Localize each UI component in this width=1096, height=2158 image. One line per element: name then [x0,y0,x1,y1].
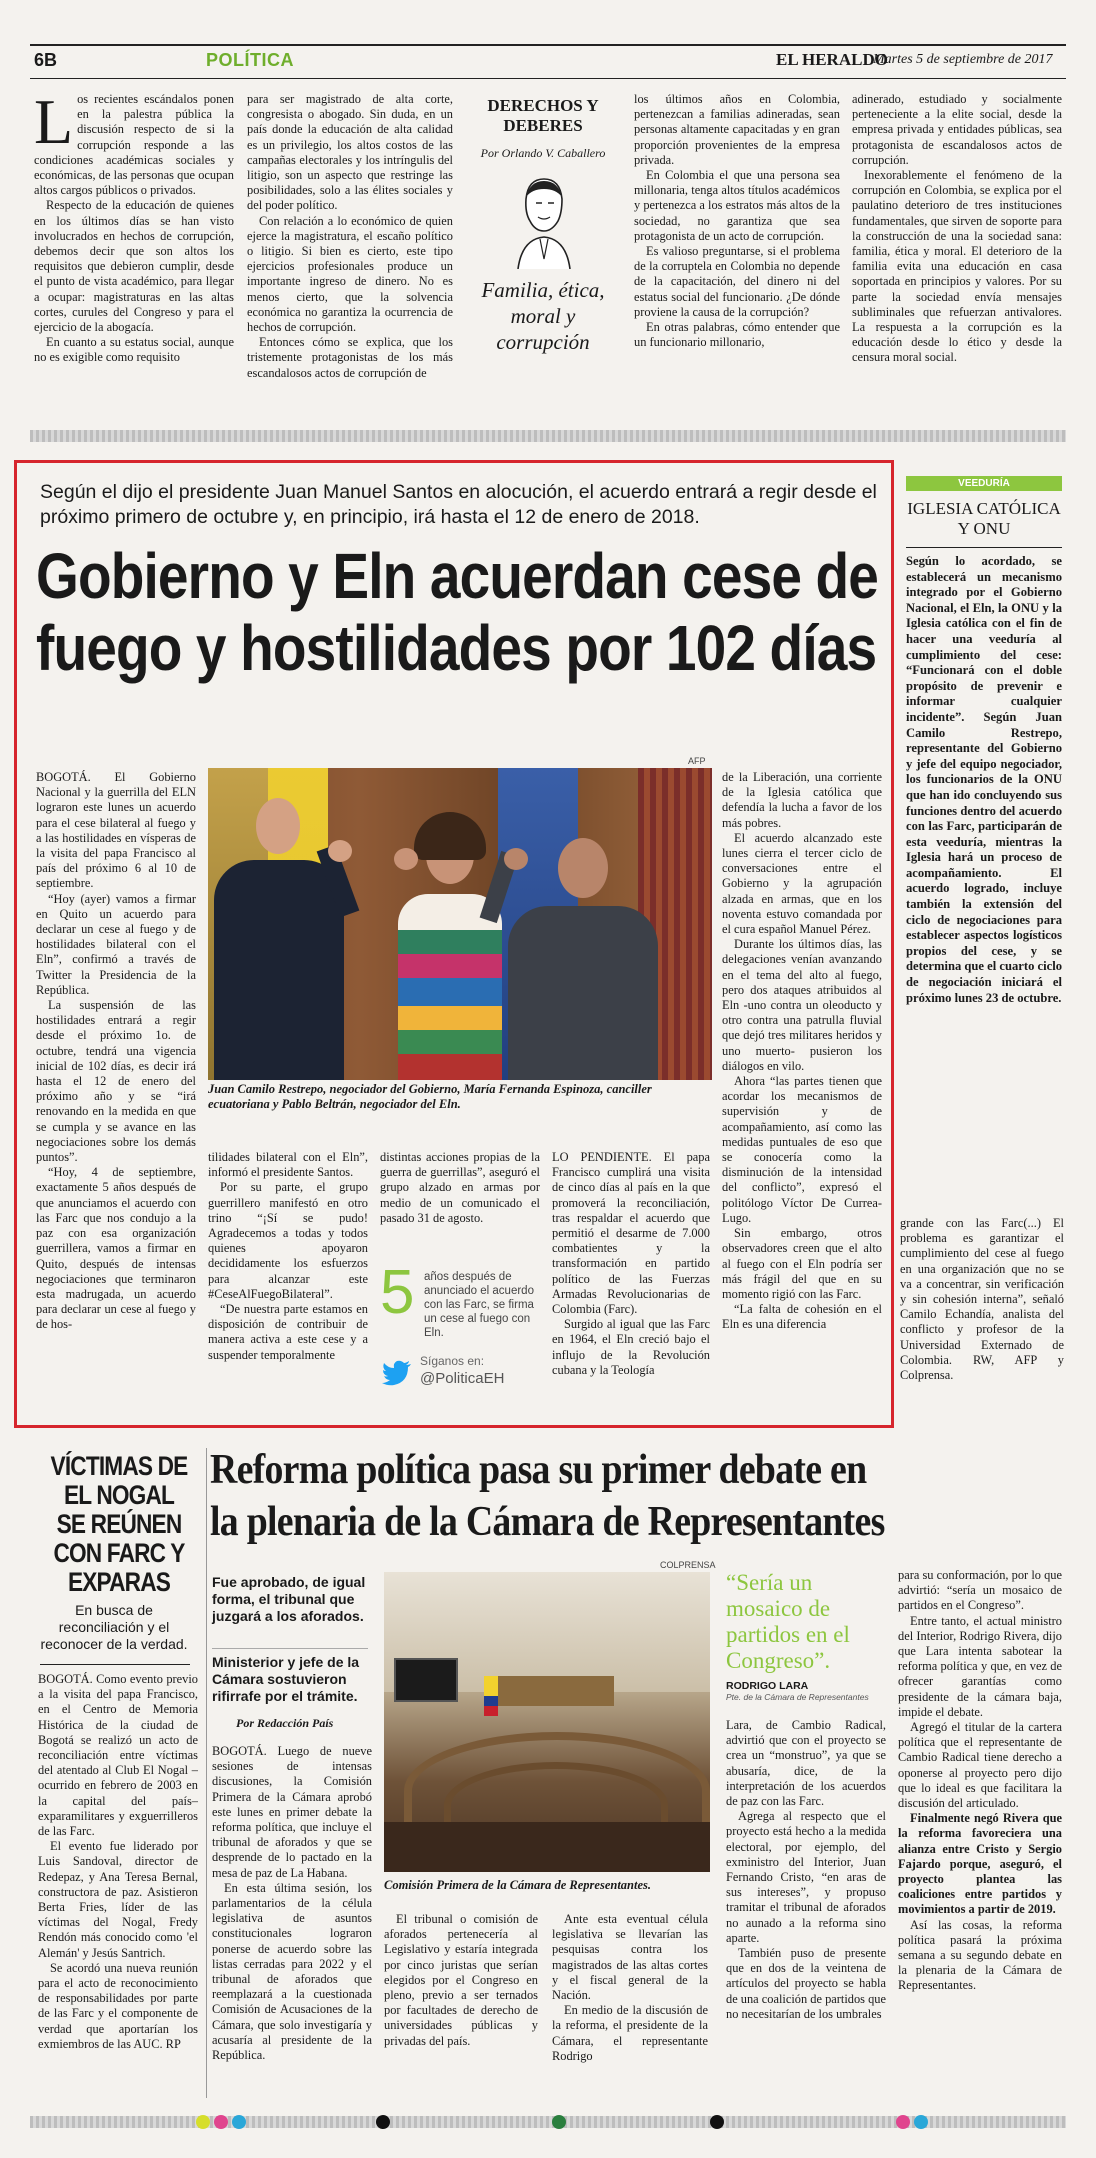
opinion-paragraph: los últimos años en Colombia, pertenezcan a familias adineradas, sean personas altamente capacitadas y en gran proporción provenientes de la empresa privada. [634,92,840,167]
author-portrait [508,169,578,269]
pull-quote-name: RODRIGO LARA [726,1680,809,1692]
pull-quote-role: Pte. de la Cámara de Representantes [726,1692,869,1702]
opinion-column-2 [247,92,453,392]
factbox-number: 5 [380,1258,415,1327]
floor [384,1822,710,1872]
reform-paragraph: BOGOTÁ. Luego de nueve sesiones de intensas discusiones, la Comisión Primera de la Cámara aprobó este lunes en primer debate la reforma política, que incluye el tribunal de aforados y que se desprende de lo pactado en la mesa de paz de La Habana. [212,1744,372,1880]
hand [504,848,528,870]
reform-paragraph: Lara, de Cambio Radical, advirtió que con el proyecto se crea un “monstruo”, ya que se abusaría, dice, de la interpretación de los acuerdos de paz con las Farc. [726,1718,886,1809]
factbox-text: años después de anunciado el acuerdo con las Farc, se firma un cese al fuego con Eln. [424,1271,534,1339]
hand [394,848,418,870]
reform-paragraph: En esta última sesión, los parlamentarios de la célula legislativa de asuntos constitucionales lograron ponerse de acuerdo sobre las listas cerradas para 2022 y el tribunal de aforados que reemplazará a la cuestionada Comisión de Acusaciones de la Cámara, que solo investigaría y acusaría al presidente de la República. [212,1880,372,2063]
publication-name: EL HERALDO [776,50,888,69]
sidebar-label: VEEDURÍA [906,476,1062,491]
main-paragraph: de la Liberación, una corriente de la Iglesia católica que defendía la lucha a favor de los más pobres. [722,770,882,830]
reform-headline-line: Reforma política pasa su primer debate en [210,1447,867,1493]
main-column-3 [380,1150,540,1250]
main-paragraph: Por su parte, el grupo guerrillero manifestó en otro trino “¡Sí se pudo! Agradecemos a todas y todos quienes apoyaron decididamente los esfuerzos para alcanzar este #CeseAlFuegoBilateral”. [208,1180,368,1301]
victims-paragraph: El evento fue liderado por Luis Sandoval, director de Redepaz, y Ana Teresa Bernal, constructora de paz. Asistieron Berta Fries, líder de las víctimas del Nogal, Fredy Rendón más conocido como 'el Alemán' y Jesús Santrich. [38,1839,198,1960]
opinion-paragraph: para ser magistrado de alta corte, congresista o abogado. Sin duda, en un país donde la educación de alta calidad es un privilegio, los altos costos de las campañas electorales y los intríngulis del litigio, son un aspecto que restringe las posibilidades, solo a las élites sociales y del poder político. [247,92,453,213]
main-headline-line: Gobierno y Eln acuerdan cese de [36,540,879,612]
main-kicker: Según el dijo el presidente Juan Manuel Santos en alocución, el acuerdo entrará a regir desde el próximo primero de octubre y, en principio, irá hasta el 12 de enero de 2018. [40,481,877,528]
opinion-paragraph: Inexorablemente el fenómeno de la corrupción en Colombia, se explica por el paulatino deterioro de tres instituciones fundamentales, que sirven de soporte para la construcción de una la sociedad sana: familia, ética y moral. El deterioro de la familia evita una educación en casa soportada en principios y valores. Por su parte la sociedad envía mensajes subliminales que refuerzan antivalores. La respuesta a la corrupción es la educación desde lo ético y desde la censura moral social. [852,168,1062,365]
reform-column-2 [384,1912,538,2102]
opinion-paragraph: En cuanto a su estatus social, aunque no es exigible como requisito [34,335,234,365]
sidebar-veeduria [906,476,1062,1174]
twitter-handle[interactable]: @PoliticaEH [420,1370,505,1387]
person-dress [398,894,502,1080]
opinion-paragraph: os recientes escándalos ponen en la palestra pública la discusión respecto de si la corrupción responde a las condiciones académicas sociales y económicas, de las personas que ocupan altos cargos públicos o privados. [34,92,234,198]
reform-paragraph: El tribunal o comisión de aforados pertenecería al Legislativo y estaría integrada por cinco juristas que serían elegidos por el Congreso en pleno, previo a ser ternados por facultades de derecho de universidades públicas y privadas del país. [384,1912,538,2048]
bottom-registration-bar [30,2116,1066,2128]
main-paragraph: “De nuestra parte estamos en disposición de contribuir de manera activa a este cese y a suspender temporalmente [208,1302,368,1362]
factbox [380,1258,540,1408]
pull-quote [726,1570,886,1702]
sidebar-title: IGLESIA CATÓLICA Y ONU [907,499,1061,538]
opinion-column-1 [34,92,234,392]
publication-date: Martes 5 de septiembre de 2017 [873,52,1053,67]
registration-dot-black [376,2115,390,2129]
section-divider-bar [30,430,1066,442]
pull-quote-text: “Sería un mosaico de partidos en el Congreso”. [726,1570,850,1673]
reform-column-3 [552,1912,708,2102]
reform-paragraph: También puso de presente que en dos de la veintena de artículos del proyecto se habla de una coalición de partidos que no necesitarían de los umbrales [726,1946,886,2021]
person-suit [508,906,658,1080]
opinion-paragraph: En Colombia el que una persona sea millonaria, tenga altos títulos académicos y pertenezca a los estratos más altos de la sociedad, no garantiza que sea protagonista de un acto de corrupción. [634,168,840,243]
victims-paragraph: Se acordó una nueva reunión para el acto de reconocimiento de responsabilidades por parte de las Farc y el componente de verdad que aportarían los exmiembros de las AUC. RP [38,1960,198,2051]
screen [394,1658,458,1702]
main-paragraph: “La falta de cohesión en el Eln es una diferencia [722,1302,882,1332]
opinion-column-3 [634,92,840,392]
victims-paragraph: BOGOTÁ. Como evento previo a la visita del papa Francisco, en el Centro de Memoria Histórica de la ciudad de Bogotá se realizó un acto de reconciliación entre víctimas del atentado al Club El Nogal –ocurrido en febrero de 2003 en la capital del país– exparamilitares y exguerrilleros de las Farc. [38,1672,198,1839]
opinion-paragraph: adinerado, estudiado y socialmente perteneciente a la elite social, desde la empresa privada y entidades públicas, sea protagonista de escandalosos actos de corrupción. [852,92,1062,167]
registration-dot-black [710,2115,724,2129]
main-story-continuation: grande con las Farc(...) El problema es garantizar el cumplimiento del cese al fuego en una organización que no se va a concentrar, sin verificación y sin cohesión interna”, señaló Camilo Echandía, analista del conflicto y profesor de la Universidad Externado de Colombia. RW, AFP y Colprensa. [900,1216,1064,1383]
victims-headline: VÍCTIMAS DE EL NOGAL SE REÚNEN CON FARC Y EXPARAS [50,1451,188,1597]
main-paragraph: La suspensión de las hostilidades entrará a regir desde el próximo 1o. de octubre, tendrá una vigencia inicial de 102 días, es decir irá hasta el 12 de enero del próximo año y se “irá renovando en la medida en que se cumpla y se avance en las negociaciones sobre los demás puntos”. [36,998,196,1165]
main-paragraph: “Hoy (ayer) vamos a firmar en Quito un acuerdo para declarar un cese al fuego y de hostilidades bilateral con el Eln”, confirmó a través de Twitter la Presidencia de la República. [36,891,196,997]
reform-paragraph: Ante esta eventual célula legislativa se llevarían las pesquisas contra los magistrados de las altas cortes y el fiscal general de la Nación. [552,1912,708,2003]
main-paragraph: Ahora “las partes tienen que acordar los mecanismos de supervisión y de acompañamiento, así como las medidas puntuales de eso que se conocería como la disminución de la intensidad del conflicto”, expresó el politólogo Víctor De Currea-Lugo. [722,1074,882,1225]
column-byline: Por Orlando V. Caballero [480,146,606,160]
reform-paragraph: En medio de la discusión de la reforma, el presidente de la Cámara, el representante Rodrigo [552,2003,708,2063]
opinion-paragraph: Con relación a lo económico de quien ejerce la magistratura, el escaño político o litigio. Si bien es cierto, este tipo ejercicios profesionales produce un importante ingreso de dinero. No es menos cierto, que la solvencia económica no garantiza la ocurrencia de hechos de corrupción. [247,213,453,335]
reform-headline-line: la plenaria de la Cámara de Representantes [210,1499,885,1545]
column-title: Familia, ética, moral y corrupción [481,278,605,354]
main-paragraph: Sin embargo, otros observadores creen que el alto al fuego con el Eln podría ser más frágil del que en su momento rigió con las Farc. [722,1226,882,1301]
column-divider [206,1448,207,2098]
main-paragraph: Surgido al igual que las Farc en 1964, el Eln creció bajo el influjo de la Revolución cubana y la Teología [552,1317,710,1377]
reform-byline: Por Redacción País [236,1716,334,1730]
main-column-5 [722,770,882,1412]
drop-cap: L [34,92,74,157]
twitter-icon[interactable] [382,1360,412,1386]
page-number: 6B [34,50,58,70]
opinion-column-4 [852,92,1062,392]
reform-deck-rule [212,1648,368,1649]
registration-dot-cyan [232,2115,246,2129]
main-paragraph: BOGOTÁ. El Gobierno Nacional y la guerrilla del ELN lograron este lunes un acuerdo para el cese bilateral al fuego y a las hostilidades en vísperas de la visita del papa Francisco al país del próximo 6 al 10 de septiembre. [36,770,196,891]
reform-column-1 [212,1744,372,2104]
reform-photo-caption: Comisión Primera de la Cámara de Representantes. [384,1878,652,1892]
main-headline [36,540,879,684]
reform-paragraph: Finalmente negó Rivera que la reforma favoreciera una alianza entre Cristo y Sergio Fajardo porque, aseguró, el proyecto plantea las coaliciones entre partidos y movimientos a partir de 2019. [898,1811,1062,1917]
main-paragraph: distintas acciones propias de la guerra de guerrillas”, aseguró el grupo alzado en armas por medio de un comunicado el pasado 31 de agosto. [380,1150,540,1225]
sidebar-rule [906,547,1062,548]
reform-column-4 [726,1718,886,2104]
person-suit [214,860,344,1080]
reform-headline [210,1444,984,1548]
main-paragraph: LO PENDIENTE. El papa Francisco cumplirá una visita de cinco días al país en la que promoverá la reconciliación, tras respaldar el acuerdo que permitió el desarme de 7.000 combatientes y la transformación en partido político de las Fuerzas Armadas Revolucionarias de Colombia (Farc). [552,1150,710,1317]
main-paragraph: Durante los últimos días, las delegaciones venían avanzando en el tema del alto al fuego, pero dos ataques atribuidos al Eln -uno contra un oleoducto y otro contra una patrulla fluvial que dejó tres militares heridos y uno muerto- pusieron los diálogos en vilo. [722,937,882,1073]
registration-dot-magenta [896,2115,910,2129]
registration-dot-magenta [214,2115,228,2129]
opinion-paragraph: En otras palabras, cómo entender que un funcionario millonario, [634,320,840,350]
main-paragraph: “Hoy, 4 de septiembre, exactamente 5 años después de que anunciamos el acuerdo con las Farc que nos condujo a la paz con esa organización guerrillera, vamos a firmar en Quito, después de intensas negociaciones que terminaron esta madrugada, un acuerdo para declarar un cese al fuego y de hos- [36,1165,196,1332]
header-bottom-rule [30,78,1066,79]
header-top-rule [30,44,1066,46]
registration-dot-green [552,2115,566,2129]
main-paragraph: tilidades bilateral con el Eln”, informó el presidente Santos. [208,1150,368,1180]
opinion-column-box [468,96,618,396]
person-hair [414,812,486,860]
opinion-paragraph: Entonces cómo se explica, que los tristemente protagonistas de los más escandalosos actos de corrupción de [247,335,453,380]
registration-dot-cyan [914,2115,928,2129]
section-label: POLÍTICA [206,50,294,70]
victims-body [38,1672,198,2102]
person-head [256,798,300,854]
presidium [484,1676,614,1706]
opinion-paragraph: Es valioso preguntarse, si el problema de la corruptela en Colombia no depende de la capacitación, del dinero ni del estatus social del funcionario. ¿De dónde proviene la causa de la corrupción? [634,244,840,319]
column-name: DERECHOS Y DEBERES [487,96,599,135]
main-column-2 [208,1150,368,1412]
reform-photo [384,1572,710,1872]
reform-paragraph: Agregó el titular de la cartera política que el representante de Cambio Radical tiene derecho a oponerse al proyecto pero dijo que lo ideal es que facilitara la discusión del articulado. [898,1720,1062,1811]
photo-credit: AFP [688,756,706,766]
flag [484,1676,498,1716]
person-head [558,838,608,898]
main-column-4 [552,1150,710,1412]
main-photo [208,768,712,1080]
opinion-paragraph: Respecto de la educación de quienes en los últimos días se han visto involucrados en hechos de corrupción, debemos decir que son altos los requisitos que debieron cumplir, desde el punto de vista académico, para llegar a ocupar: magistraturas en las altas cortes, curules del Congreso y para el ejercicio de la abogacía. [34,198,234,335]
hand [328,840,352,862]
victims-deck: En busca de reconciliación y el reconocer de la verdad. [40,1602,188,1652]
registration-dot-yellow [196,2115,210,2129]
reform-paragraph: para su conformación, por lo que advirtió: “sería un mosaico de partidos en el Congreso”. [898,1568,1062,1613]
twitter-follow-label: Síganos en: [420,1354,485,1368]
reform-paragraph: Entre tanto, el actual ministro del Interior, Rodrigo Rivera, dijo que Lara intenta sabotear la reforma política y que, en vez de ofrecer garantías como presidente de la cámara baja, impide el debate. [898,1613,1062,1719]
main-headline-line: fuego y hostilidades por 102 días [36,612,877,684]
main-column-1 [36,770,196,1410]
reform-paragraph: Así las cosas, la reforma política pasará la próxima semana a su segundo debate en la plenaria de la Cámara de Representantes. [898,1917,1062,1993]
reform-paragraph: Agrega al respecto que el proyecto está hecho a la medida electoral, por ejemplo, del exministro del Interior, Juan Fernando Cristo, “en aras de sus intereses”, y propuso tramitar el tribunal de aforados no aunado a la reforma sino aparte. [726,1809,886,1945]
reform-deck-2: Ministerior y jefe de la Cámara sostuvieron rifirrafe por el trámite. [212,1654,360,1704]
reform-column-5 [898,1568,1062,2104]
reform-photo-credit: COLPRENSA [660,1560,716,1570]
sidebar-text: Según lo acordado, se establecerá un mecanismo integrado por el Gobierno Nacional, el Eln, la ONU y la Iglesia católica con el fin de hacer una veeduría al cumplimiento del cese: “Funcionará con el doble propósito de prevenir e informar cualquier incidente”. Según Juan Camilo Restrepo, representante del Gobierno y jefe del equipo negociador, los funcionarios de la ONU que han ido concluyendo sus funciones dentro del acuerdo con las Farc, participarán de esta veeduría, mientras la Iglesia hará un proceso de acompañamiento. El acuerdo logrado, incluye también la extensión del ciclo de negociaciones para establecer aspectos logísticos propios del cese, y se determina que el cuarto ciclo de negociación iniciará el próximo lunes 23 de octubre. [906,554,1062,1005]
main-paragraph: El acuerdo alcanzado este lunes cierra el tercer ciclo de conversaciones entre el Gobierno y la agrupación alzada en armas, que en los noventa estuvo comandada por el cura español Manuel Pérez. [722,830,882,937]
photo-caption: Juan Camilo Restrepo, negociador del Gobierno, María Fernanda Espinoza, canciller ecuatoriana y Pablo Beltrán, negociador del Eln. [208,1082,652,1111]
reform-deck-1: Fue aprobado, de igual forma, el tribunal que juzgará a los aforados. [212,1574,366,1624]
victims-rule [40,1664,190,1665]
